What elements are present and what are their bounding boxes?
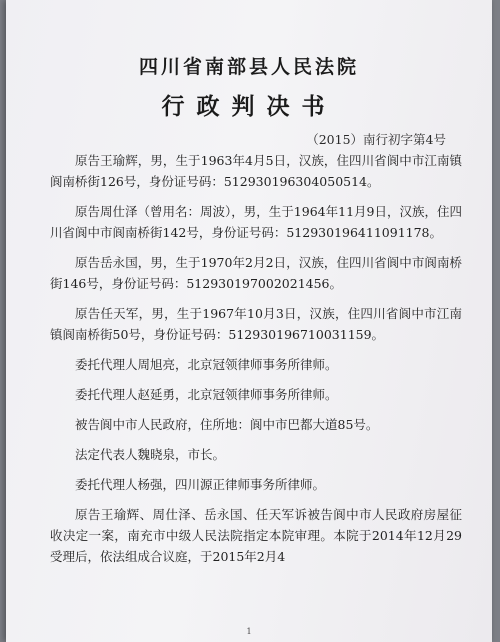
page-number: 1 <box>246 627 252 636</box>
document-type: 行政判决书 <box>161 93 337 120</box>
case-number: （2015）南行初字第4号 <box>306 132 446 147</box>
paragraph-defendant: 被告阆中市人民政府，住所地：阆中市巴都大道85号。 <box>75 417 379 432</box>
document-page <box>6 0 492 642</box>
paragraph-agent-2: 委托代理人赵延勇，北京冠领律师事务所律师。 <box>75 387 338 402</box>
paragraph-plaintiff-1: 原告王瑜辉，男，生于1963年4月5日，汉族，住四川省阆中市江南镇阆南桥街126号，身份证号码：512930196304050514。 <box>50 153 462 189</box>
paragraph-agent-1: 委托代理人周旭亮，北京冠领律师事务所律师。 <box>75 357 338 372</box>
paragraph-plaintiff-3: 原告岳永国，男，生于1970年2月2日，汉族，住四川省阆中市阆南桥街146号，身份证号码：512930197002021456。 <box>50 255 462 291</box>
paragraph-case-summary: 原告王瑜辉、周仕泽、岳永国、任天军诉被告阆中市人民政府房屋征收决定一案，南充市中级人民法院指定本院审理。本院于2014年12月29受理后，依法组成合议庭，于2015年2月4 <box>50 507 462 564</box>
paragraph-plaintiff-2: 原告周仕泽（曾用名：周波），男，生于1964年11月9日，汉族，住四川省阆中市阆南桥街142号，身份证号码：512930196411091178。 <box>50 204 462 240</box>
paragraph-legal-representative: 法定代表人魏晓泉，市长。 <box>75 447 226 462</box>
court-name: 四川省南部县人民法院 <box>138 56 359 78</box>
judgment-body <box>50 150 462 576</box>
paragraph-plaintiff-4: 原告任天军，男，生于1967年10月3日，汉族，住四川省阆中市江南镇阆南桥街50号，身份证号码：512930196710031159。 <box>50 306 462 342</box>
paragraph-defendant-agent: 委托代理人杨强，四川源正律师事务所律师。 <box>75 477 326 492</box>
